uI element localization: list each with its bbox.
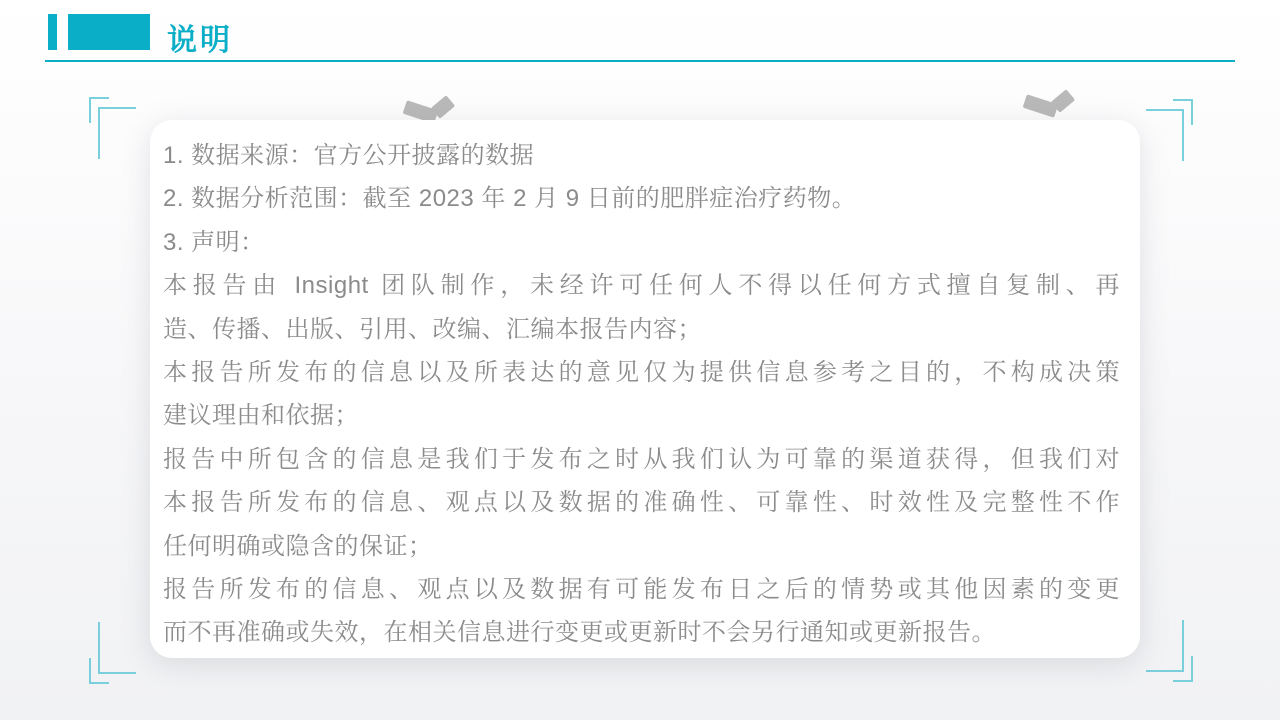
note-line: 报告中所包含的信息是我们于发布之时从我们认为可靠的渠道获得，但我们对 (163, 445, 1120, 473)
note-line: 本报告所发布的信息以及所表达的意见仅为提供信息参考之目的，不构成决策 (163, 358, 1120, 386)
header-divider (45, 60, 1235, 62)
accent-bar-small (48, 14, 57, 50)
note-line: 3. 声明： (163, 228, 265, 256)
content-card (150, 120, 1140, 658)
note-line: 1. 数据来源：官方公开披露的数据 (163, 142, 535, 169)
corner-bracket-top-left-inner (89, 97, 109, 123)
note-line: 而不再准确或失效，在相关信息进行变更或更新时不会另行通知或更新报告。 (163, 619, 996, 647)
note-line: 建议理由和依据； (163, 402, 359, 430)
note-line: 本报告由 Insight 团队制作，未经许可任何人不得以任何方式擅自复制、再 (163, 272, 1120, 300)
accent-bar-large (68, 14, 150, 50)
notes-text-block (163, 134, 1120, 655)
page-title: 说明 (167, 24, 233, 57)
corner-bracket-top-right-inner (1173, 99, 1193, 125)
note-line: 造、传播、出版、引用、改编、汇编本报告内容； (163, 315, 702, 343)
tape-icon-right-strip-a (1023, 94, 1059, 118)
note-line: 报告所发布的信息、观点以及数据有可能发布日之后的情势或其他因素的变更 (163, 575, 1120, 603)
note-line: 本报告所发布的信息、观点以及数据的准确性、可靠性、时效性及完整性不作 (163, 489, 1120, 517)
corner-bracket-bottom-right-inner (1173, 656, 1193, 682)
note-line: 任何明确或隐含的保证； (163, 532, 433, 560)
note-line: 2. 数据分析范围：截至 2023 年 2 月 9 日前的肥胖症治疗药物。 (163, 185, 857, 213)
corner-bracket-bottom-left-inner (89, 658, 109, 684)
